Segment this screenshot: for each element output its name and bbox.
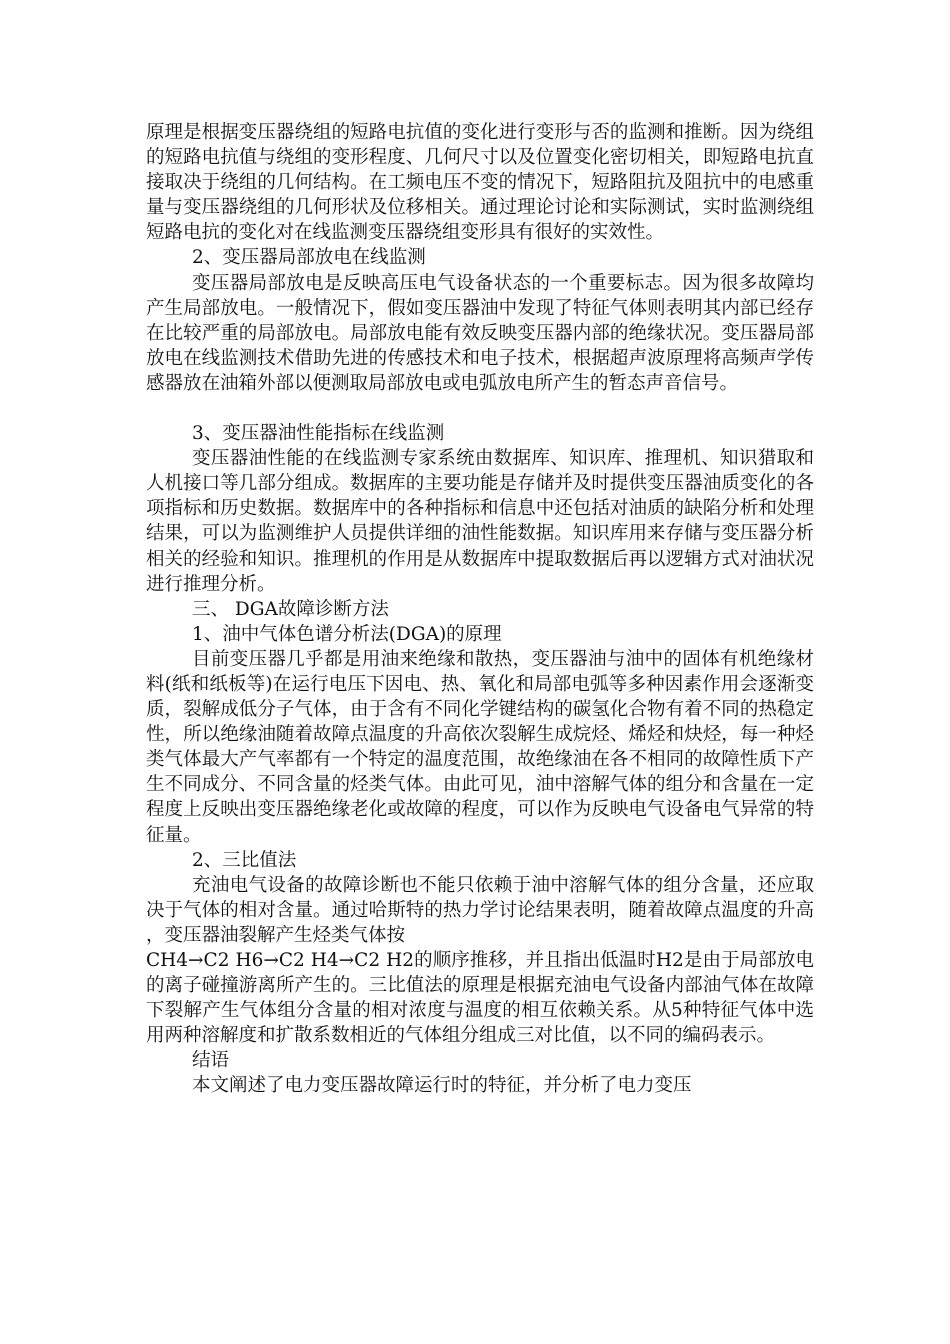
- heading-dga-principle: 1、油中气体色谱分析法(DGA)的原理: [192, 623, 502, 645]
- paragraph-partial-discharge: 变压器局部放电是反映高压电气设备状态的一个重要标志。因为很多故障均产生局部放电。一般情况下，假如变压器油中发现了特征气体则表明其内部已经存在比较严重的局部放电。局部放电能有效反映变压器内部的绝缘状况。变压器局部放电在线监测技术借助先进的传感技术和电子技术，根据超声波原理将高频声学传感器放在油箱外部以便测取局部放电或电弧放电所产生的暂态声音信号。: [146, 272, 814, 394]
- paragraph-dga-principle: 目前变压器几乎都是用油来绝缘和散热，变压器油与油中的固体有机绝缘材料(纸和纸板等)在运行电压下因电、热、氧化和局部电弧等多种因素作用会逐渐变质，裂解成低分子气体，由于含有不同化学键结构的碳氢化合物有着不同的热稳定性，所以绝缘油随着故障点温度的升高依次裂解生成烷烃、烯烃和炔烃，每一种烃类气体最大产气率都有一个特定的温度范围，故绝缘油在各不相同的故障性质下产生不同成分、不同含量的烃类气体。由此可见，油中溶解气体的组分和含量在一定程度上反映出变压器绝缘老化或故障的程度，可以作为反映电气设备电气异常的特征量。: [146, 648, 814, 846]
- heading-three-ratio: 2、三比值法: [192, 849, 297, 871]
- heading-dga-methods: 三、 DGA故障诊断方法: [192, 598, 389, 620]
- paragraph-three-ratio: 充油电气设备的故障诊断也不能只依赖于油中溶解气体的组分含量，还应取决于气体的相对含量。通过哈斯特的热力学讨论结果表明，随着故障点温度的升高，变压器油裂解产生烃类气体按: [146, 874, 814, 946]
- heading-conclusion: 结语: [192, 1050, 230, 1072]
- paragraph-conclusion: 本文阐述了电力变压器故障运行时的特征，并分析了电力变压: [192, 1075, 692, 1097]
- heading-oil-performance: 3、变压器油性能指标在线监测: [192, 423, 445, 445]
- heading-partial-discharge: 2、变压器局部放电在线监测: [192, 247, 426, 269]
- paragraph-oil-performance: 变压器油性能的在线监测专家系统由数据库、知识库、推理机、知识猎取和人机接口等几部分组成。数据库的主要功能是存储并及时提供变压器油质变化的各项指标和历史数据。数据库中的各种指标和信息中还包括对油质的缺陷分析和处理结果，可以为监测维护人员提供详细的油性能数据。知识库用来存储与变压器分析相关的经验和知识。推理机的作用是从数据库中提取数据后再以逻辑方式对油状况进行推理分析。: [146, 448, 814, 595]
- paragraph-three-ratio-formula: CH4→C2 H6→C2 H4→C2 H2的顺序推移，并且指出低温时H2是由于局部放电的离子碰撞游离所产生的。三比值法的原理是根据充油电气设备内部油气体在故障下裂解产生气体组分含量的相对浓度与温度的相互依赖关系。从5种特征气体中选用两种溶解度和扩散系数相近的气体组分组成三对比值，以不同的编码表示。: [146, 950, 814, 1047]
- paragraph-winding-deformation: 原理是根据变压器绕组的短路电抗值的变化进行变形与否的监测和推断。因为绕组的短路电抗值与绕组的变形程度、几何尺寸以及位置变化密切相关，即短路电抗直接取决于绕组的几何结构。在工频电压不变的情况下，短路阻抗及阻抗中的电感重量与变压器绕组的几何形状及位移相关。通过理论讨论和实际测试，实时监测绕组短路电抗的变化对在线监测变压器绕组变形具有很好的实效性。: [146, 122, 814, 244]
- blank-line: [146, 396, 814, 421]
- document-page: [146, 120, 814, 1099]
